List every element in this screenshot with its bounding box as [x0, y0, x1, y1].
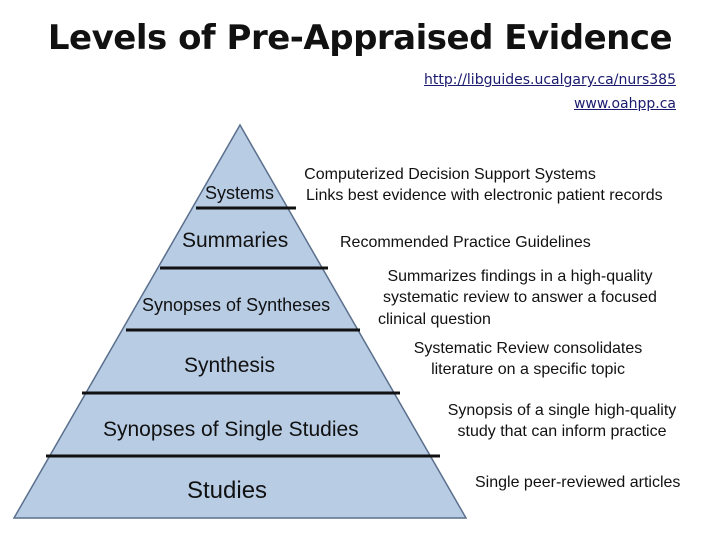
libguides-link[interactable]: http://libguides.ucalgary.ca/nurs385: [424, 72, 676, 88]
description-line: Computerized Decision Support Systems: [304, 166, 596, 183]
description-line: Single peer-reviewed articles: [475, 474, 681, 491]
description-line: systematic review to answer a focused: [383, 289, 657, 306]
description-line: study that can inform practice: [457, 423, 667, 440]
description-line: literature on a specific topic: [431, 361, 625, 378]
level-label-summaries: Summaries: [182, 229, 289, 252]
level-label-synopses-of-single-studies: Synopses of Single Studies: [103, 418, 359, 441]
level-label-systems: Systems: [205, 183, 275, 203]
level-label-synthesis: Synthesis: [184, 354, 276, 377]
description-line: Synopsis of a single high-quality: [447, 402, 677, 419]
oahpp-link[interactable]: www.oahpp.ca: [573, 96, 676, 112]
description-line: Summarizes findings in a high-quality: [387, 268, 653, 285]
description-line: Recommended Practice Guidelines: [340, 234, 591, 251]
level-label-synopses-of-syntheses: Synopses of Syntheses: [142, 295, 331, 315]
description-line: Links best evidence with electronic patient records: [306, 187, 663, 204]
level-label-studies: Studies: [187, 477, 268, 504]
page-title: Levels of Pre-Appraised Evidence: [47, 18, 673, 58]
description-line: clinical question: [378, 311, 491, 328]
description-line: Systematic Review consolidates: [413, 340, 643, 357]
